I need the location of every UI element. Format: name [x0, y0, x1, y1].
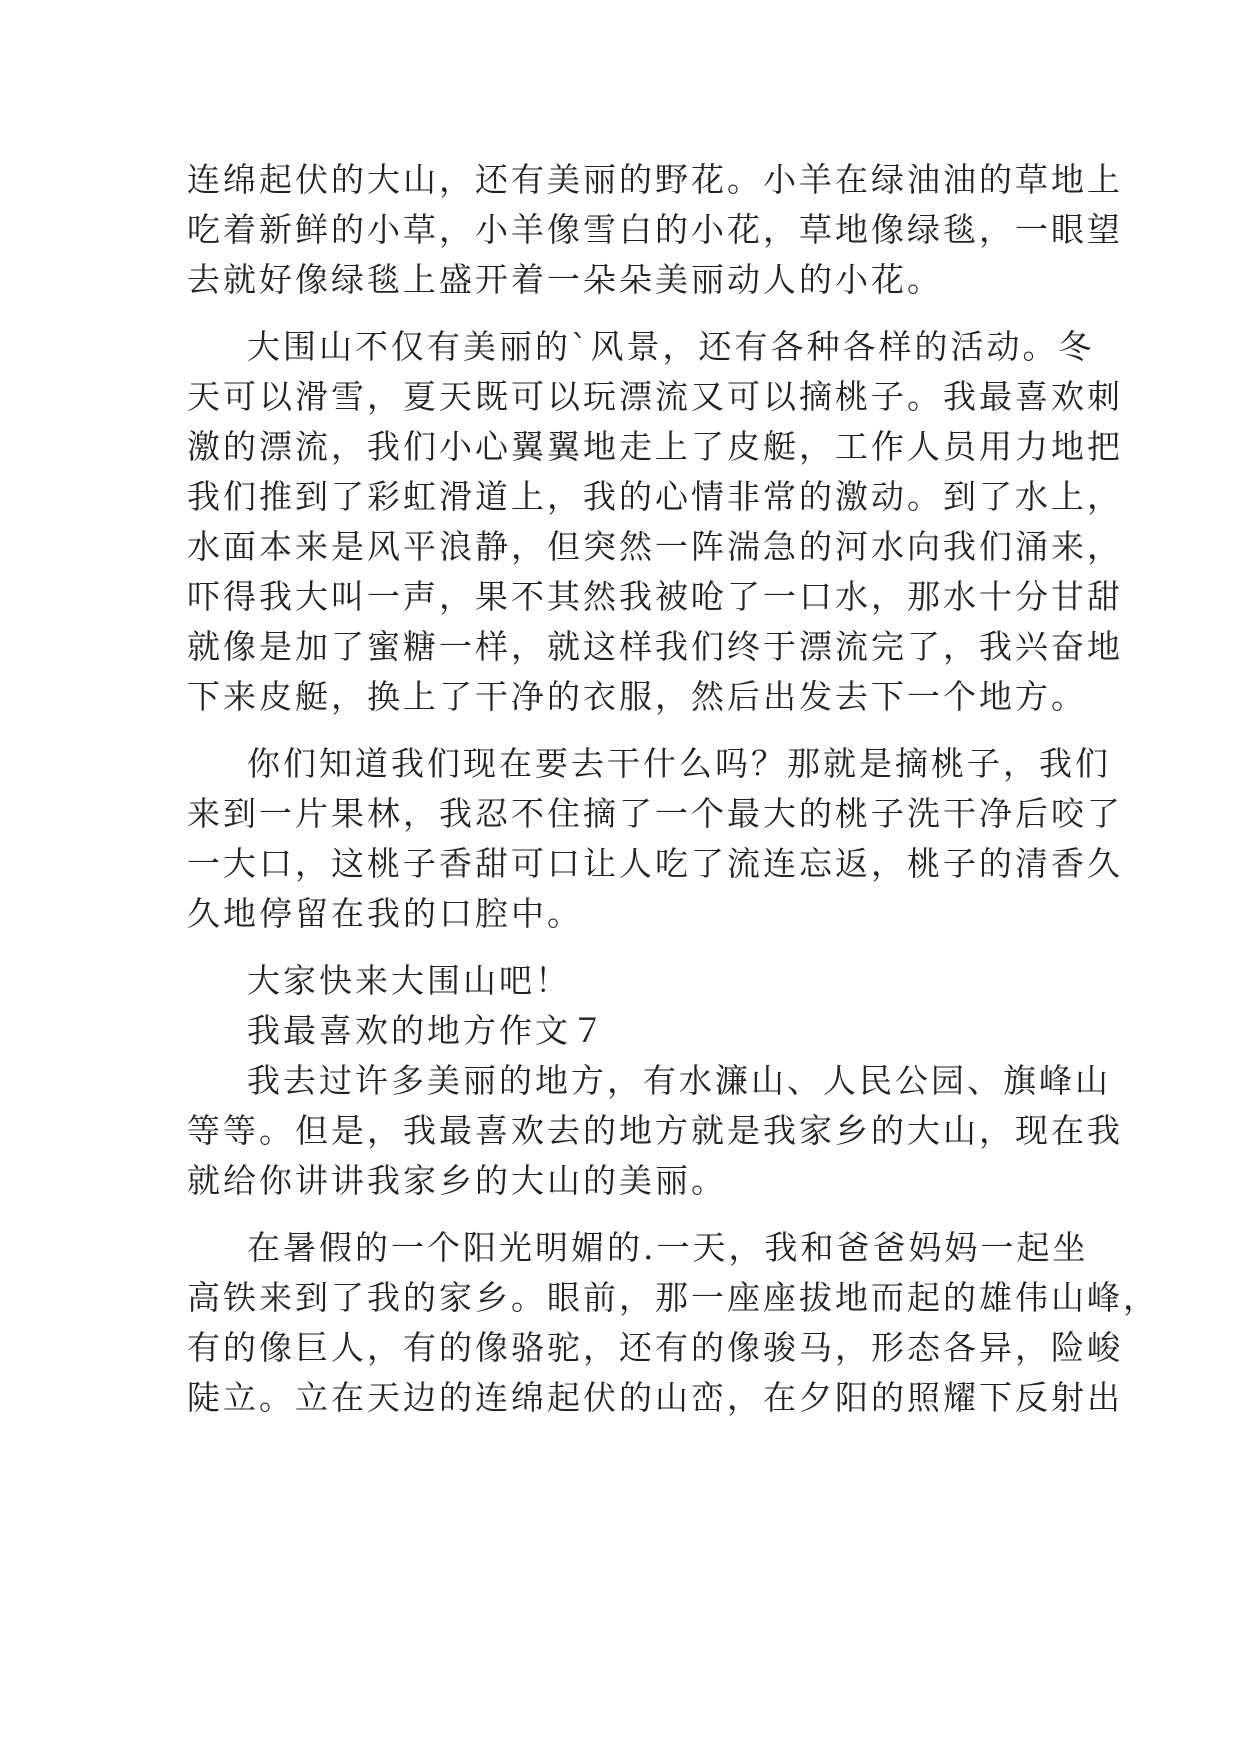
paragraph-first-line: 大家快来大围山吧！	[247, 961, 571, 1000]
text-line: 就给你讲讲我家乡的大山的美丽。	[187, 1161, 727, 1200]
text-line: 就像是加了蜜糖一样，就这样我们终于漂流完了，我兴奋地	[187, 627, 1123, 666]
document-body	[187, 155, 1159, 1423]
text-line: 来到一片果林，我忍不住摘了一个最大的桃子洗干净后咬了	[187, 794, 1123, 833]
text-line: 去就好像绿毯上盛开着一朵朵美丽动人的小花。	[187, 260, 943, 299]
text-line: 激的漂流，我们小心翼翼地走上了皮艇，工作人员用力地把	[187, 427, 1123, 466]
text-line: 等等。但是，我最喜欢去的地方就是我家乡的大山，现在我	[187, 1111, 1123, 1150]
text-line: 天可以滑雪，夏天既可以玩漂流又可以摘桃子。我最喜欢刺	[187, 377, 1123, 416]
text-line: 一大口，这桃子香甜可口让人吃了流连忘返，桃子的清香久	[187, 844, 1123, 883]
paragraph-first-line: 大围山不仅有美丽的`风景，还有各种各样的活动。冬	[247, 327, 1095, 366]
text-line: 下来皮艇，换上了干净的衣服，然后出发去下一个地方。	[187, 677, 1087, 716]
text-line: 陡立。立在天边的连绵起伏的山峦，在夕阳的照耀下反射出	[187, 1378, 1123, 1417]
paragraph-first-line: 在暑假的一个阳光明媚的.一天，我和爸爸妈妈一起坐	[247, 1228, 1089, 1267]
text-line: 连绵起伏的大山，还有美丽的野花。小羊在绿油油的草地上	[187, 160, 1123, 199]
paragraph-first-line: 你们知道我们现在要去干什么吗？那就是摘桃子，我们	[247, 744, 1111, 783]
paragraph-first-line: 我最喜欢的地方作文７	[247, 1011, 607, 1050]
text-line: 水面本来是风平浪静，但突然一阵湍急的河水向我们涌来，	[187, 527, 1123, 566]
text-line: 吓得我大叫一声，果不其然我被呛了一口水，那水十分甘甜	[187, 577, 1123, 616]
paragraph-first-line: 我去过许多美丽的地方，有水濂山、人民公园、旗峰山	[247, 1061, 1111, 1100]
text-line: 高铁来到了我的家乡。眼前，那一座座拔地而起的雄伟山峰，	[187, 1278, 1159, 1317]
text-line: 吃着新鲜的小草，小羊像雪白的小花，草地像绿毯，一眼望	[187, 210, 1123, 249]
text-line: 有的像巨人，有的像骆驼，还有的像骏马，形态各异，险峻	[187, 1328, 1123, 1367]
text-line: 我们推到了彩虹滑道上，我的心情非常的激动。到了水上，	[187, 477, 1123, 516]
text-line: 久地停留在我的口腔中。	[187, 894, 583, 933]
